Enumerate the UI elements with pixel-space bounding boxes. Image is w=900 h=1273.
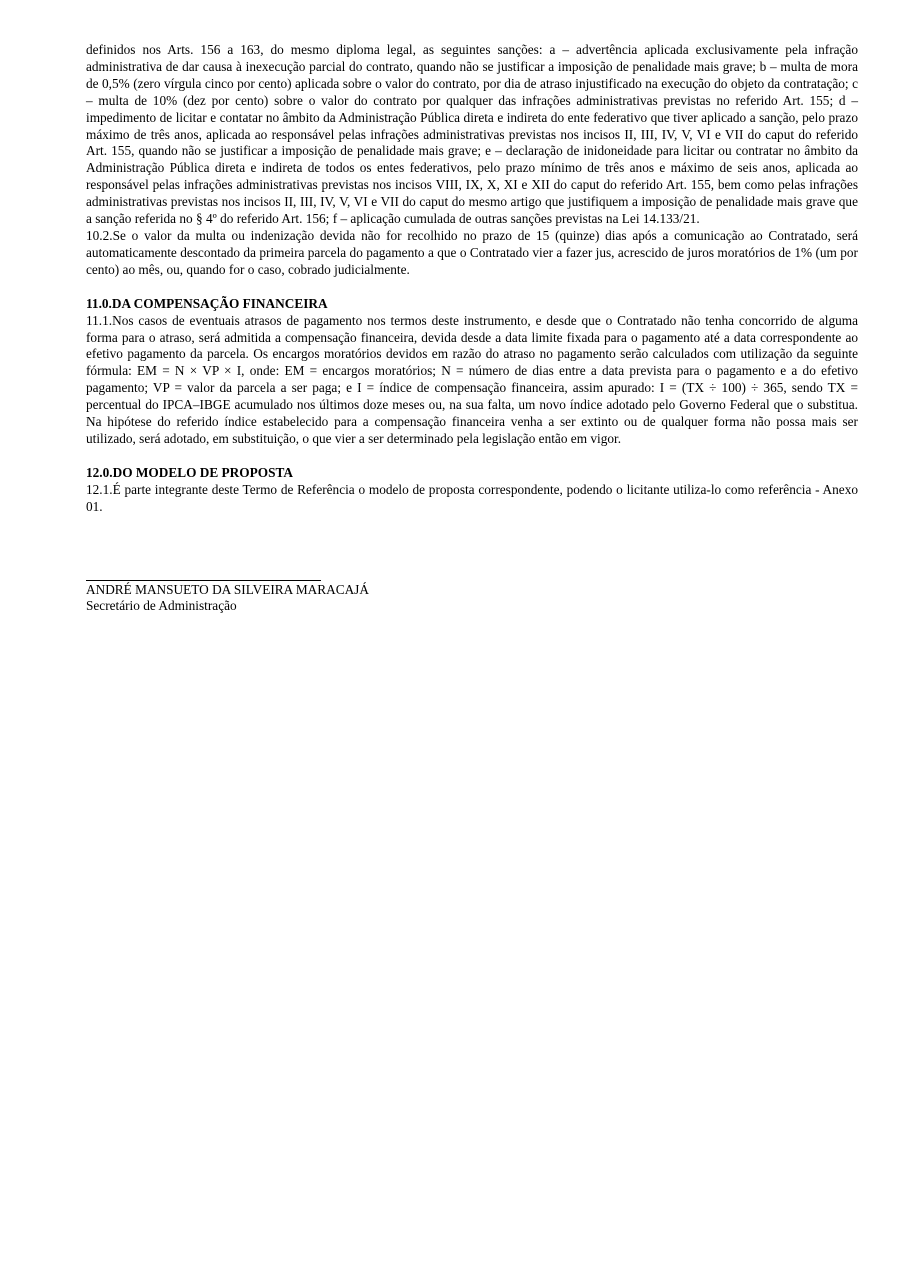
signatory-name: ANDRÉ MANSUETO DA SILVEIRA MARACAJÁ xyxy=(86,581,369,597)
sanctions-paragraph: definidos nos Arts. 156 a 163, do mesmo diploma legal, as seguintes sanções: a – advertência aplicada exclusivamente pela infração administrativa de dar causa à inexecução parcial do contrato, quando não se justificar a imposição de penalidade mais grave; b – multa de mora de 0,5% (zero vírgula cinco por cento) aplicada sobre o valor do contrato, por dia de atraso injustificado na execução do objeto da contratação; c – multa de 10% (dez por cento) sobre o valor do contrato por qualquer das infrações administrativas previstas no referido Art. 155; d – impedimento de licitar e contatar no âmbito da Administração Pública direta e indireta do ente federativo que tiver aplicado a sanção, pelo prazo máximo de três anos, aplicada ao responsável pelas infrações administrativas previstas nos incisos II, III, IV, V, VI e VII do caput do referido Art. 155, quando não se justificar a imposição de penalidade mais grave; e – declaração de inidoneidade para licitar ou contratar no âmbito da Administração Pública direta e indireta de todos os entes federativos, pelo prazo mínimo de três anos e máximo de seis anos, aplicada ao responsável pelas infrações administrativas previstas nos incisos VIII, IX, X, XI e XII do caput do referido Art. 155, bem como pelas infrações administrativas previstas nos incisos II, III, IV, V, VI e VII do caput do mesmo artigo que justifiquem a imposição de penalidade mais grave que a sanção referida no § 4º do referido Art. 156; f – aplicação cumulada de outras sanções previstas na Lei 14.133/21. xyxy=(86,42,858,227)
signature-block xyxy=(86,580,858,616)
clause-12-1: 12.1.É parte integrante deste Termo de Referência o modelo de proposta correspondente, podendo o licitante utiliza-lo como referência - Anexo 01. xyxy=(86,481,858,514)
spacer xyxy=(86,448,858,465)
signatory-role: Secretário de Administração xyxy=(86,598,237,614)
signature-line xyxy=(86,580,321,581)
document-page xyxy=(86,42,858,615)
spacer xyxy=(86,279,858,296)
clause-10-2: 10.2.Se o valor da multa ou indenização devida não for recolhido no prazo de 15 (quinze) dias após a comunicação ao Contratado, será automaticamente descontado da primeira parcela do pagamento a que o Contratado vier a fazer jus, acrescido de juros moratórios de 1% (um por cento) ao mês, ou, quando for o caso, cobrado judicialmente. xyxy=(86,227,858,277)
section-11-title: 11.0.DA COMPENSAÇÃO FINANCEIRA xyxy=(86,295,328,311)
clause-11-1: 11.1.Nos casos de eventuais atrasos de pagamento nos termos deste instrumento, e desde que o Contratado não tenha concorrido de alguma forma para o atraso, será admitida a compensação financeira, devida desde a data limite fixada para o pagamento até a data correspondente ao efetivo pagamento da parcela. Os encargos moratórios devidos em razão do atraso no pagamento serão calculados com utilização da seguinte fórmula: EM = N × VP × I, onde: EM = encargos moratórios; N = número de dias entre a data prevista para o pagamento e a do efetivo pagamento; VP = valor da parcela a ser paga; e I = índice de compensação financeira, assim apurado: I = (TX ÷ 100) ÷ 365, sendo TX = percentual do IPCA–IBGE acumulado nos últimos doze meses ou, na sua falta, um novo índice adotado pelo Governo Federal que o substitua. Na hipótese do referido índice estabelecido para a compensação financeira venha a ser extinto ou de qualquer forma não possa mais ser utilizado, será adotado, em substituição, o que vier a ser determinado pela legislação então em vigor. xyxy=(86,312,858,446)
section-12-title: 12.0.DO MODELO DE PROPOSTA xyxy=(86,464,293,480)
